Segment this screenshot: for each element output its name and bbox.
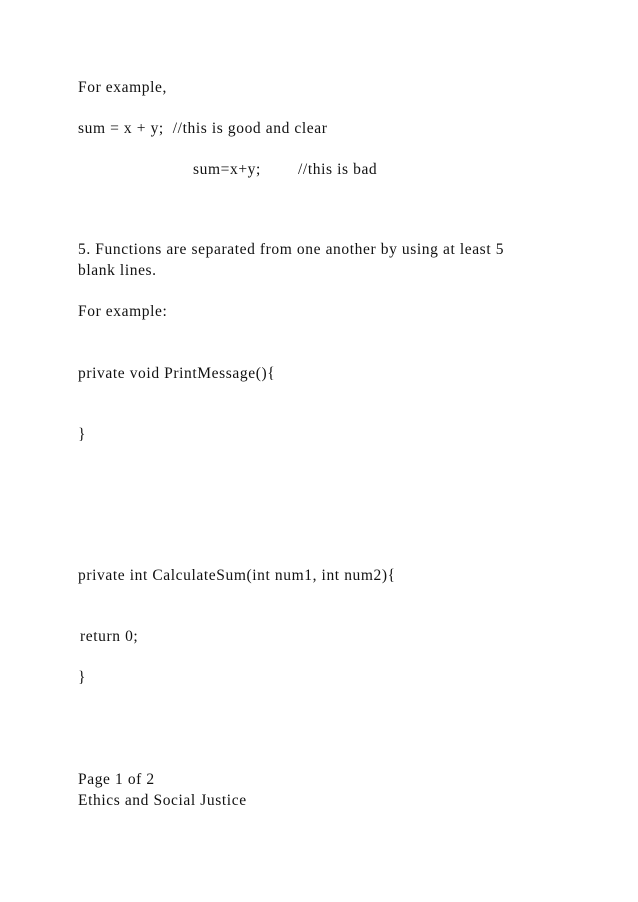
function-2-signature: private int CalculateSum(int num1, int num2){ — [78, 567, 396, 584]
page-indicator: Page 1 of 2 — [78, 771, 155, 788]
example-intro-text: For example, — [78, 79, 167, 96]
good-example-code: sum = x + y; //this is good and clear — [78, 120, 328, 137]
function-2-return-statement: return 0; — [80, 628, 139, 645]
function-2-close-brace: } — [78, 669, 87, 686]
function-1-close-brace: } — [78, 426, 87, 443]
function-1-signature: private void PrintMessage(){ — [78, 365, 276, 382]
course-title: Ethics and Social Justice — [78, 792, 247, 809]
example-intro-text-2: For example: — [78, 303, 168, 320]
rule-5-text-line2: blank lines. — [78, 262, 157, 279]
rule-5-text-line1: 5. Functions are separated from one another by using at least 5 — [78, 241, 505, 258]
bad-example-code: sum=x+y; — [193, 161, 261, 178]
bad-example-comment: //this is bad — [298, 161, 378, 178]
